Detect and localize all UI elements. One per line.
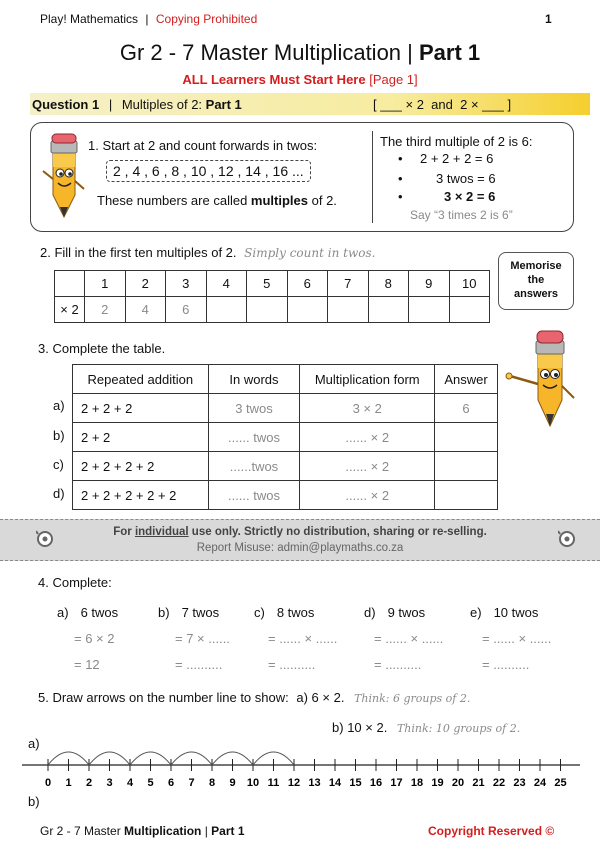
line-label-a: a) xyxy=(28,736,40,751)
number-line-label: 13 xyxy=(308,777,321,789)
say-text: Say “3 times 2 is 6” xyxy=(410,208,513,222)
repeated-addition-table xyxy=(72,364,498,510)
answer-cell[interactable] xyxy=(206,297,247,323)
q4-item-e: e) 10 twos = ...... × ...... = .......... xyxy=(470,600,551,678)
answer-cell[interactable] xyxy=(368,297,409,323)
intro-step1: 1. Start at 2 and count forwards in twos: xyxy=(88,138,318,153)
intro-called: These numbers are called multiples of 2. xyxy=(97,193,337,208)
multiples-table xyxy=(54,270,490,323)
number-line-label: 4 xyxy=(126,777,134,789)
memorise-badge: Memorise the answers xyxy=(498,252,574,310)
table-header-row: Repeated addition In words Multiplication form Answer xyxy=(73,365,498,394)
q4-prompt: 4. Complete: xyxy=(38,575,112,590)
number-line-label: 20 xyxy=(451,777,465,789)
number-line-label: 15 xyxy=(349,777,362,789)
pencil-mascot-pointing-icon xyxy=(504,326,584,438)
question-label: Question 1 xyxy=(32,97,100,112)
bullet-3: • 3 × 2 = 6 xyxy=(398,189,496,204)
q4-c-line2[interactable]: = ...... × ...... xyxy=(268,631,338,646)
q5-part-b: b) 10 × 2. Think: 10 groups of 2. xyxy=(332,720,521,735)
table-row: 2 + 2 + 2 3 twos 3 × 2 6 xyxy=(73,394,498,423)
q2-hint: Simply count in twos. xyxy=(244,246,376,260)
number-line-label: 3 xyxy=(106,777,113,789)
number-line-label: 24 xyxy=(533,777,547,789)
number-line-label: 11 xyxy=(267,777,280,789)
row-letter-d: d) xyxy=(53,486,65,501)
q5-prompt: 5. Draw arrows on the number line to show: a) 6 × 2. Think: 6 groups of 2. xyxy=(38,690,471,705)
row-letter-b: b) xyxy=(53,428,65,443)
table-row: 1 2 3 4 5 6 7 8 9 10 xyxy=(55,271,490,297)
footer-copyright: Copyright Reserved © xyxy=(428,824,555,838)
number-line-label: 9 xyxy=(229,777,236,789)
q4-d-line3[interactable]: = .......... xyxy=(374,657,422,672)
question-bracket: [ ___ × 2 and 2 × ___ ] xyxy=(373,97,512,112)
answer-cell[interactable] xyxy=(287,297,328,323)
row-letter-a: a) xyxy=(53,398,65,413)
table-row: 2 + 2 ...... twos ...... × 2 xyxy=(73,423,498,452)
number-line-label: 10 xyxy=(246,777,260,789)
number-line-label: 17 xyxy=(390,777,403,789)
answer-cell[interactable] xyxy=(449,297,490,323)
table-row: 2 + 2 + 2 + 2 + 2 ...... twos ...... × 2 xyxy=(73,481,498,510)
copy-notice: Copying Prohibited xyxy=(155,12,258,26)
number-line-label: 0 xyxy=(44,777,52,789)
q4-item-a: a) 6 twos = 6 × 2 = 12 xyxy=(57,600,118,678)
q4-b-line3[interactable]: = .......... xyxy=(175,657,223,672)
q2-prompt: 2. Fill in the first ten multiples of 2. Simply count in twos. xyxy=(40,245,376,260)
number-line-label: 19 xyxy=(431,777,444,789)
banner-line1: For individual use only. Strictly no distribution, sharing or re-selling. xyxy=(113,526,487,538)
brand: Play! Mathematics xyxy=(40,12,139,26)
banner-line2: Report Misuse: admin@playmaths.co.za xyxy=(196,542,404,554)
q4-d-line2[interactable]: = ...... × ...... xyxy=(374,631,444,646)
pencil-mascot-icon xyxy=(38,133,90,225)
q4-a-line3: = 12 xyxy=(74,657,100,672)
answer-cell[interactable] xyxy=(409,297,450,323)
line-label-b: b) xyxy=(28,794,40,809)
q4-c-line3[interactable]: = .......... xyxy=(268,657,316,672)
logo-icon-left xyxy=(36,530,54,548)
number-line-label: 12 xyxy=(287,777,301,789)
answer-cell[interactable] xyxy=(435,481,498,510)
number-line-label: 21 xyxy=(472,777,485,789)
number-line-label: 16 xyxy=(369,777,383,789)
q4-e-line3[interactable]: = .......... xyxy=(482,657,530,672)
page-number: 1 xyxy=(545,12,552,26)
table-row: 2 + 2 + 2 + 2 ......twos ...... × 2 xyxy=(73,452,498,481)
sequence-box: 2 , 4 , 6 , 8 , 10 , 12 , 14 , 16 ... xyxy=(106,160,311,182)
row-letter-c: c) xyxy=(53,457,64,472)
q4-item-c: c) 8 twos = ...... × ...... = .......... xyxy=(254,600,337,678)
bullet-2: • 3 twos = 6 xyxy=(398,171,496,186)
number-line-label: 2 xyxy=(85,777,93,789)
question-topic: Multiples of 2: xyxy=(121,97,206,112)
number-line-label: 23 xyxy=(513,777,526,789)
answer-cell[interactable] xyxy=(435,423,498,452)
q4-b-line2[interactable]: = 7 × ...... xyxy=(175,631,230,646)
page-title: Gr 2 - 7 Master Multiplication | Part 1 xyxy=(119,40,481,65)
number-line-label: 7 xyxy=(188,777,195,789)
logo-icon-right xyxy=(558,530,576,548)
q4-item-d: d) 9 twos = ...... × ...... = .......... xyxy=(364,600,443,678)
q3-prompt: 3. Complete the table. xyxy=(38,341,166,356)
number-line xyxy=(0,735,600,795)
number-line-label: 22 xyxy=(492,777,506,789)
number-line-label: 6 xyxy=(167,777,175,789)
table-row: × 2 2 4 6 xyxy=(55,297,490,323)
number-line-label: 8 xyxy=(208,777,216,789)
number-line-label: 18 xyxy=(410,777,424,789)
answer-cell[interactable] xyxy=(247,297,288,323)
q4-a-line2: = 6 × 2 xyxy=(74,631,115,646)
bullet-1: • 2 + 2 + 2 = 6 xyxy=(398,151,494,166)
answer-cell[interactable] xyxy=(435,452,498,481)
third-multiple-title: The third multiple of 2 is 6: xyxy=(380,134,533,149)
intro-divider xyxy=(372,131,373,223)
q4-item-b: b) 7 twos = 7 × ...... = .......... xyxy=(158,600,230,678)
number-line-label: 1 xyxy=(65,777,72,789)
number-line-label: 25 xyxy=(554,777,567,789)
header: Play! Mathematics | Copying Prohibited xyxy=(40,12,258,26)
footer-left: Gr 2 - 7 Master Multiplication | Part 1 xyxy=(40,824,245,838)
page-subtitle: ALL Learners Must Start Here [Page 1] xyxy=(182,72,418,87)
answer-cell[interactable] xyxy=(328,297,369,323)
number-line-label: 5 xyxy=(147,777,154,789)
q4-e-line2[interactable]: = ...... × ...... xyxy=(482,631,552,646)
number-line-label: 14 xyxy=(328,777,342,789)
